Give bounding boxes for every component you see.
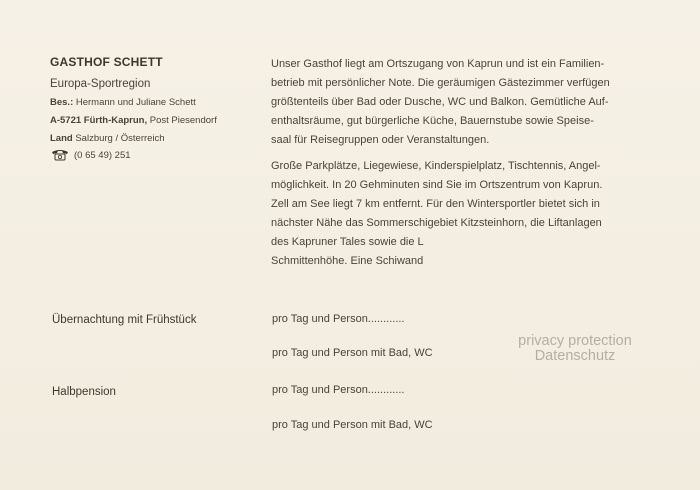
description-paragraph-2: [271, 157, 661, 271]
hotel-address: [50, 115, 260, 126]
hotel-contact-block: [50, 55, 260, 161]
description-paragraph-1: [271, 55, 661, 150]
land-value: Salzburg / Österreich: [75, 133, 165, 144]
text-line: Schmittenhöhe. Eine Schiwand: [271, 255, 424, 267]
watermark-line-2: Datenschutz: [534, 348, 616, 364]
hotel-owner: [50, 97, 260, 108]
privacy-watermark: [500, 334, 650, 364]
text-line: möglichkeit. In 20 Gehminuten sind Sie im Ortszentrum von Kaprun.: [271, 179, 603, 191]
text-line: betrieb mit persönlicher Note. Die geräumigen Gästezimmer verfügen: [271, 77, 610, 89]
price-row-breakfast-bath: pro Tag und Person mit Bad, WC: [272, 347, 433, 359]
price-row-halfboard-bath: pro Tag und Person mit Bad, WC: [272, 419, 433, 431]
text-line: des Kapruner Tales sowie die L: [271, 236, 424, 248]
hotel-region: Europa-Sportregion: [50, 78, 151, 90]
owner-names: Hermann und Juliane Schett: [75, 97, 196, 108]
description-block: [271, 55, 661, 278]
hotel-land: [50, 133, 260, 144]
phone-number: (0 65 49) 251: [74, 149, 131, 161]
price-label-breakfast: Übernachtung mit Frühstück: [52, 314, 197, 326]
price-row-breakfast-basic: pro Tag und Person............: [272, 313, 405, 325]
address-post: Post Piesendorf: [149, 115, 217, 126]
hotel-title: GASTHOF SCHETT: [50, 55, 163, 69]
price-row-halfboard-basic: pro Tag und Person............: [272, 384, 405, 396]
text-line: saal für Reisegruppen oder Veranstaltungen.: [271, 134, 490, 146]
telephone-icon: [50, 149, 70, 161]
land-label: Land: [50, 133, 73, 144]
hotel-phone: [50, 149, 260, 161]
text-line: nächster Nähe das Sommerschigebiet Kitzsteinhorn, die Liftanlagen: [271, 217, 602, 229]
price-label-halfboard: Halbpension: [52, 386, 116, 398]
text-line: enthaltsräume, gut bürgerliche Küche, Bauernstube sowie Speise-: [271, 115, 594, 127]
text-line: größtenteils über Bad oder Dusche, WC und Balkon. Gemütliche Auf-: [271, 96, 609, 108]
watermark-line-1: privacy protection: [518, 333, 632, 349]
text-line: Zell am See liegt 7 km entfernt. Für den Wintersportler bietet sich in: [271, 198, 600, 210]
text-line: Große Parkplätze, Liegewiese, Kinderspielplatz, Tischtennis, Angel-: [271, 160, 601, 172]
owner-prefix: Bes.:: [50, 97, 74, 108]
address-postcode-town: A-5721 Fürth-Kaprun,: [50, 115, 148, 126]
text-line: Unser Gasthof liegt am Ortszugang von Kaprun und ist ein Familien-: [271, 58, 605, 70]
